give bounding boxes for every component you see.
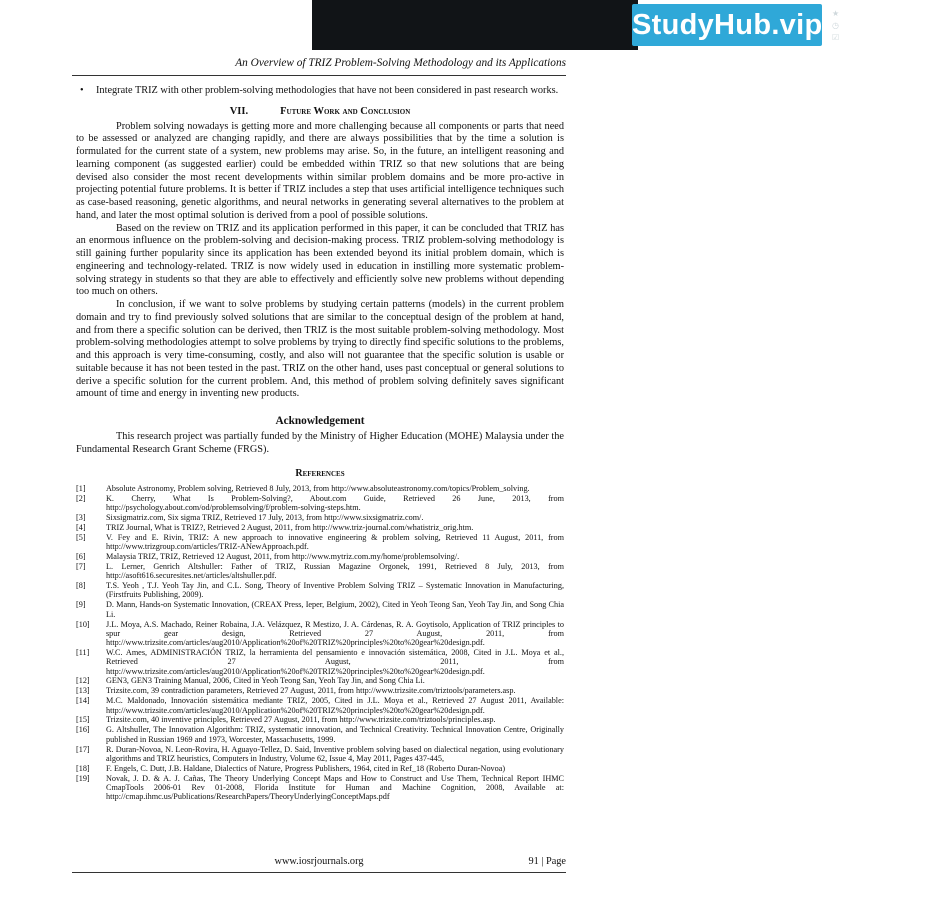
reference-number: [9] [76, 600, 86, 610]
section-title: Future Work and Conclusion [280, 105, 411, 117]
reference-text: G. Altshuller, The Innovation Algorithm: TRIZ, systematic innovation, and Technical Creativity. Technical Innovation Centre, Originally published in Russian 1969 and 1973, Worcester, Massachusetts, 1999. [106, 725, 564, 744]
reference-number: [17] [76, 744, 90, 754]
star-icon: ★ [832, 8, 840, 18]
reference-number: [18] [76, 763, 90, 773]
reference-item [76, 620, 564, 648]
reference-item [76, 494, 564, 513]
reference-item [76, 484, 564, 493]
reference-text: Trizsite.com, 40 inventive principles, Retrieved 27 August, 2011, from http://www.trizsite.com/triztools/principles.asp. [106, 715, 496, 725]
page-body [76, 85, 564, 802]
reference-text: R. Duran-Novoa, N. Leon-Rovira, H. Aguayo-Tellez, D. Said, Inventive problem solving based on dialectical negation, using evolutionary algorithms and TRIZ heuristics, Computers in Industry, Volume 62, Issue 4, May 2011, Pages 437-445, [106, 744, 564, 763]
reference-text: F. Engels, C. Dutt, J.B. Haldane, Dialectics of Nature, Progress Publishers, 1964, cited in Ref_18 (Roberto Duran-Novoa) [106, 763, 506, 773]
reference-item [76, 648, 564, 676]
reference-text: Sixsigmatriz.com, Six sigma TRIZ, Retrieved 17 July, 2013, from http://www.sixsigmatriz.com/. [106, 513, 424, 523]
reference-item [76, 764, 564, 773]
reference-number: [4] [76, 522, 86, 532]
reference-item [76, 676, 564, 685]
reference-text: M.C. Maldonado, Innovación sistemática mediante TRIZ, 2005, Cited in J.L. Moya et al., Retrieved 27 August 2011, Available: http://www.trizsite.com/articles/aug2010/Application%20of%20TRIZ%20principles%20to%20gear%20design.pdf. [106, 696, 564, 715]
reference-item [76, 523, 564, 532]
bullet-icon: • [80, 85, 84, 96]
header-rule [72, 75, 566, 76]
acknowledgement-heading: Acknowledgement [275, 415, 365, 427]
reference-number: [14] [76, 696, 90, 706]
banner-feature [832, 19, 950, 31]
paragraph: Based on the review on TRIZ and its application performed in this paper, it can be concluded that TRIZ has an enormous influence on the problem-solving and decision-making process. TRIZ problem-solving methodology is still gaining further popularity since its application has been extended beyond its initial problem domain, which is engineering and technology-related. TRIZ is now widely used in education in instilling more systematic problem-solving strategy in students so that they are able to effectively and efficiently solve new problems without depending too much on others. [76, 222, 564, 298]
reference-number: [12] [76, 676, 90, 686]
check-icon: ☑ [832, 32, 840, 42]
studyhub-logo[interactable]: StudyHub.vip [632, 4, 822, 46]
reference-text: W.C. Ames, ADMINISTRACIÓN TRIZ, la herramienta del pensamiento e innovación sistemática, 2008, Cited in J.L. Moya et al., Retrieved 27 August, 2011, from http://www.trizsite.com/articles/aug2010/Application%20of%20TRIZ%20principles%20to%20gear%20design.pdf. [106, 647, 564, 676]
banner-feature [832, 7, 950, 19]
reference-item [76, 552, 564, 561]
reference-text: TRIZ Journal, What is TRIZ?, Retrieved 2 August, 2011, from http://www.triz-journal.com/whatistriz_orig.htm. [106, 522, 474, 532]
paragraph: Problem solving nowadays is getting more and more challenging because all components or parts that need to be assessed or analyzed are changing rapidly, and there are always possibilities that by the time a solution is formulated for the current state of a system, new problems may arise. So, in the future, an intelligent reasoning and learning component (as suggested earlier) could be embedded within TRIZ so that new solutions that are being devised also consider the most recent developments within similar problem domains and be more pro-active in projecting potential future problems. It is better if TRIZ includes a step that uses artificial intelligence techniques such as case-based reasoning, genetic algorithms, and neural networks in generating several alternatives to the problem at hand, and later the most optimal solution is derived from a pool of possible solutions. [76, 120, 564, 221]
clock-icon: ◷ [832, 20, 839, 30]
reference-text: Malaysia TRIZ, TRIZ, Retrieved 12 August, 2011, from http://www.mytriz.com.my/home/problemsolving/. [106, 552, 460, 562]
running-header: An Overview of TRIZ Problem-Solving Methodology and its Applications [235, 57, 566, 69]
reference-text: K. Cherry, What Is Problem-Solving?, About.com Guide, Retrieved 26 June, 2013, from http://psychology.about.com/od/problemsolving/f/problem-solving-steps.htm. [106, 493, 564, 513]
reference-text: V. Fey and E. Rivin, TRIZ: A new approach to innovative engineering & problem solving, Retrieved 11 August, 2011, from http://www.trizgroup.com/articles/TRIZ-ANewApproach.pdf. [106, 532, 564, 552]
bullet-text: Integrate TRIZ with other problem-solving methodologies that have not been considered in past research works. [96, 85, 559, 96]
reference-item [76, 715, 564, 724]
reference-text: GEN3, GEN3 Training Manual, 2006, Cited in Yeoh Teong San, Yeoh Tay Jin, and Song Chia Li. [106, 676, 425, 686]
reference-number: [10] [76, 619, 90, 629]
section-number: VII. [229, 105, 249, 117]
reference-item [76, 513, 564, 522]
reference-item [76, 696, 564, 715]
acknowledgement-text: This research project was partially funded by the Ministry of Higher Education (MOHE) Malaysia under the Fundamental Research Grant Scheme (FRGS). [76, 430, 564, 455]
reference-text: Novak, J. D. & A. J. Cañas, The Theory Underlying Concept Maps and How to Construct and Use Them, Technical Report IHMC CmapTools 2006-01 Rev 01-2008, Florida Institute for Human and Machine Cognition, 2008, Available at: http://cmap.ihmc.us/Publications/ResearchPapers/TheoryUnderlyingConceptMaps.pdf [106, 773, 564, 802]
reference-text: Absolute Astronomy, Problem solving, Retrieved 8 July, 2013, from http://www.absoluteastronomy.com/topics/Problem_solving. [106, 484, 530, 493]
banner-feature-label: Experienced writers [845, 8, 922, 18]
banner-feature-list [832, 7, 950, 43]
references-heading: References [295, 468, 345, 480]
reference-text: T.S. Yeoh , T.J. Yeoh Tay Jin, and C.L. Song, Theory of Inventive Problem Solving TRIZ – Systematic Innovation in Manufacturing, (Firstfruits Publishing, 2009). [106, 581, 564, 600]
ad-banner[interactable] [312, 0, 925, 50]
reference-item [76, 533, 564, 552]
reference-number: [3] [76, 513, 86, 523]
reference-item [76, 562, 564, 581]
footer-rule [72, 872, 566, 873]
reference-number: [2] [76, 493, 86, 503]
paragraph: In conclusion, if we want to solve problems by studying certain patterns (models) in the current problem domain and try to find previously solved solutions that are similar to the conceptual design of the problem at hand, and from there a specific solution can be derived, then TRIZ is the most suitable problem-solving methodology. Most problem-solving methodologies attempt to solve problems by trying to directly find specific solutions to the problems, and this approach is very time-consuming, costly, and also will not guarantee that the specific solution is usable or suitable because it has not been tested in the past. TRIZ on the other hand, uses past conceptual or general solutions to derive a specific solution for the current problem. And, this method of problem solving definitely saves significant amount of time and energy in inventing new products. [76, 299, 564, 400]
reference-item [76, 745, 564, 764]
banner-feature-label: On-time delivery [845, 20, 908, 30]
reference-text: J.L. Moya, A.S. Machado, Reiner Robaina, J.A. Velázquez, R Mestizo, J. A. Cárdenas, R. A. Goytisolo, Application of TRIZ principles to spur gear design, Retrieved 27 August, 2011, from http://www.trizsite.com/articles/aug2010/Application%20of%20TRIZ%20principles%20to%20gear%20design.pdf. [106, 619, 564, 648]
reference-number: [7] [76, 561, 86, 571]
reference-number: [5] [76, 532, 86, 542]
banner-feature-label: 100% plagiarism free [845, 32, 925, 42]
section-heading [76, 106, 564, 119]
reference-item [76, 774, 564, 802]
reference-text: Trizsite.com, 39 contradiction parameters, Retrieved 27 August, 2011, from http://www.trizsite.com/triztools/parameters.asp. [106, 686, 516, 696]
footer-website[interactable]: www.iosrjournals.org [274, 856, 364, 867]
page-footer [72, 856, 566, 872]
reference-text: D. Mann, Hands-on Systematic Innovation, (CREAX Press, Ieper, Belgium, 2002), Cited in Yeoh Teong San, Yeoh Tay Jin, and Song Chia Li. [106, 600, 564, 619]
reference-number: [8] [76, 581, 86, 591]
reference-text: L. Lerner, Genrich Altshuller: Father of TRIZ, Russian Magazine Orgonek, 1991, Retrieved 8 July, 2013, from http://asoft616.securesites.net/articles/altshuller.pdf. [106, 561, 564, 581]
reference-number: [6] [76, 552, 86, 562]
reference-number: [15] [76, 715, 90, 725]
banner-feature [832, 31, 950, 43]
page-number: 91 | Page [528, 856, 566, 867]
reference-item [76, 600, 564, 619]
reference-number: [16] [76, 725, 90, 735]
bullet-item [76, 85, 564, 98]
reference-number: [13] [76, 686, 90, 696]
reference-item [76, 686, 564, 695]
reference-number: [11] [76, 647, 90, 657]
reference-item [76, 581, 564, 600]
reference-list [76, 484, 564, 801]
reference-number: [1] [76, 484, 86, 493]
reference-number: [19] [76, 773, 90, 783]
reference-item [76, 725, 564, 744]
